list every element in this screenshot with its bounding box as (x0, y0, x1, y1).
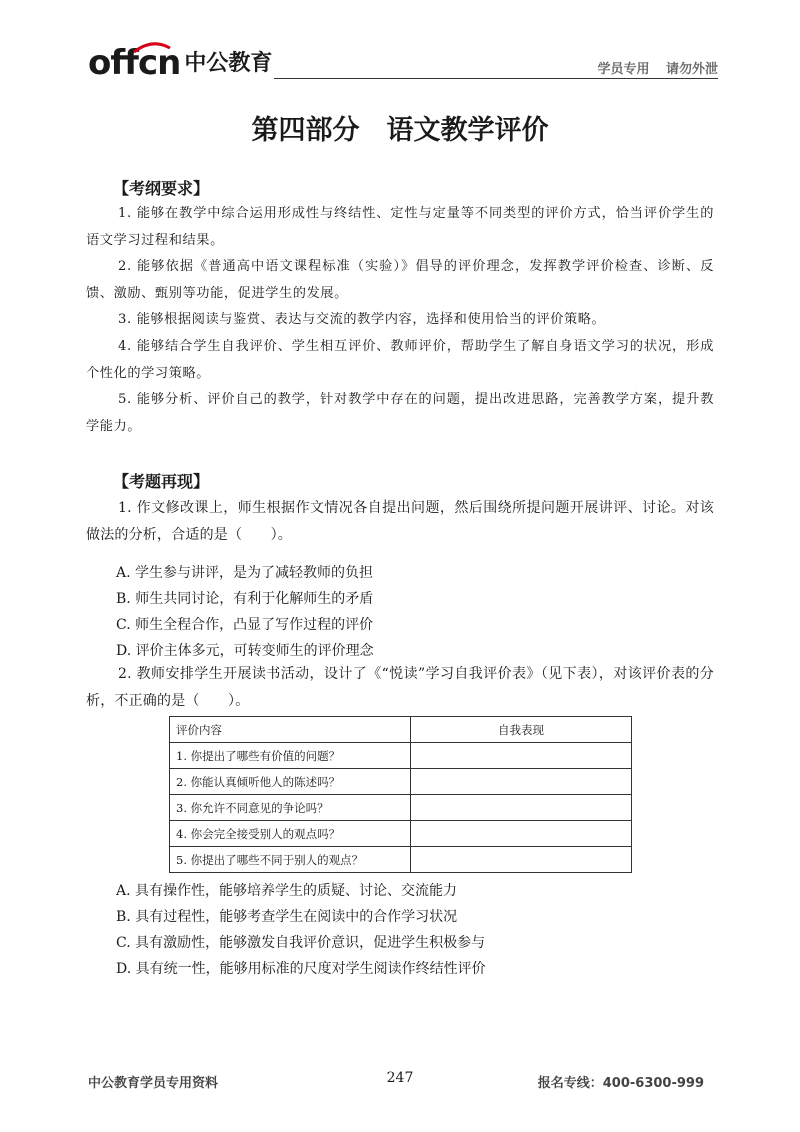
table-cell-empty (411, 795, 632, 821)
footer-hotline: 报名专线：400-6300-999 (537, 1076, 704, 1091)
table-header-performance: 自我表现 (411, 717, 632, 743)
table-row (170, 743, 632, 769)
page-title: 第四部分 语文教学评价 (251, 115, 549, 146)
table-cell-empty (411, 769, 632, 795)
questions-heading: 【考题再现】 (113, 472, 210, 491)
logo-chinese-name: 中公教育 (184, 51, 273, 76)
q2-option-b: B. 具有过程性，能够考查学生在阅读中的合作学习状况 (116, 909, 458, 925)
q2-option-c: C. 具有激励性，能够激发自我评价意识，促进学生积极参与 (116, 935, 486, 951)
q2-option-d: D. 具有统一性，能够用标准的尺度对学生阅读作终结性评价 (116, 961, 486, 977)
requirement-4: 4. 能够结合学生自我评价、学生相互评价、教师评价，帮助学生了解自身语文学习的状况，形成个性化的学习策略。 (86, 339, 714, 381)
requirement-3: 3. 能够根据阅读与鉴赏、表达与交流的教学内容，选择和使用恰当的评价策略。 (118, 312, 606, 327)
requirement-1: 1. 能够在教学中综合运用形成性与终结性、定性与定量等不同类型的评价方式，恰当评价学生的语文学习过程和结果。 (86, 206, 714, 248)
table-row (170, 821, 632, 847)
question-1-stem: 1. 作文修改课上，师生根据作文情况各自提出问题，然后围绕所提问题开展讲评、讨论。对该做法的分析，合适的是（ ）。 (86, 500, 714, 543)
table-cell: 5. 你提出了哪些不同于别人的观点？ (170, 847, 411, 873)
header-tag: 学员专用 请勿外泄 (597, 62, 718, 77)
table-cell: 3. 你允许不同意见的争论吗？ (170, 795, 411, 821)
requirement-2: 2. 能够依据《普通高中语文课程标准（实验）》倡导的评价理念，发挥教学评价检查、诊断、反馈、激励、甄别等功能，促进学生的发展。 (86, 259, 714, 301)
logo-arc-icon (132, 40, 172, 54)
table-cell: 1. 你提出了哪些有价值的问题？ (170, 743, 411, 769)
table-row (170, 769, 632, 795)
table-header-content: 评价内容 (170, 717, 411, 743)
page-header (88, 38, 718, 82)
q1-option-a: A. 学生参与讲评，是为了减轻教师的负担 (116, 565, 374, 581)
question-2-stem: 2. 教师安排学生开展读书活动，设计了《“悦读”学习自我评价表》（见下表），对该评价表的分析，不正确的是（ ）。 (86, 666, 714, 709)
table-header-row (170, 717, 632, 743)
offcn-logo (88, 38, 272, 82)
q2-option-a: A. 具有操作性，能够培养学生的质疑、讨论、交流能力 (116, 883, 458, 899)
header-rule (274, 78, 718, 79)
requirement-5: 5. 能够分析、评价自己的教学，针对教学中存在的问题，提出改进思路，完善教学方案，提升教学能力。 (86, 392, 714, 434)
table-cell-empty (411, 821, 632, 847)
table-cell-empty (411, 847, 632, 873)
table-row (170, 847, 632, 873)
footer-label: 中公教育学员专用资料 (88, 1076, 219, 1091)
table-cell: 2. 你能认真倾听他人的陈述吗？ (170, 769, 411, 795)
logo-wordmark: offcn (88, 43, 181, 83)
page-number: 247 (386, 1070, 414, 1086)
table-row (170, 795, 632, 821)
q1-option-b: B. 师生共同讨论，有利于化解师生的矛盾 (116, 591, 374, 607)
table-cell-empty (411, 743, 632, 769)
table-cell: 4. 你会完全接受别人的观点吗？ (170, 821, 411, 847)
requirements-heading: 【考纲要求】 (113, 179, 210, 198)
q1-option-d: D. 评价主体多元，可转变师生的评价理念 (116, 643, 374, 659)
self-evaluation-table (169, 716, 632, 873)
q1-option-c: C. 师生全程合作，凸显了写作过程的评价 (116, 617, 374, 633)
